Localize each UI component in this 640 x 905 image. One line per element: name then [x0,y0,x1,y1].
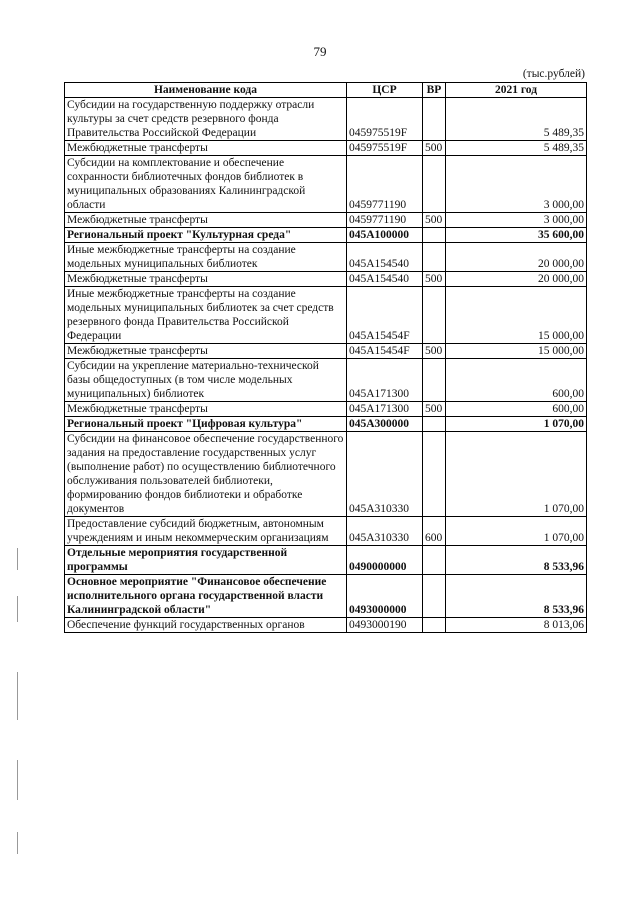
table-row [65,141,587,156]
table-row [65,272,587,287]
row-name-cell: Субсидии на комплектование и обеспечение сохранности библиотечных фондов библиотек в муниципальных образованиях Калининградской области [65,156,347,213]
row-sum-cell: 1 070,00 [446,417,587,432]
table-row [65,287,587,344]
row-csr-cell: 0493000190 [347,618,423,633]
row-name-cell: Региональный проект "Цифровая культура" [65,417,347,432]
row-csr-cell: 045А15454F [347,287,423,344]
table-row [65,575,587,618]
row-csr-cell: 045975519F [347,98,423,141]
row-name-cell: Межбюджетные трансферты [65,402,347,417]
row-name-cell: Региональный проект "Культурная среда" [65,228,347,243]
row-sum-cell: 600,00 [446,359,587,402]
margin-mark [17,672,18,720]
row-csr-cell: 045А100000 [347,228,423,243]
row-csr-cell: 045А300000 [347,417,423,432]
header-vr: ВР [423,83,446,98]
row-name-cell: Межбюджетные трансферты [65,344,347,359]
table-row [65,344,587,359]
header-name: Наименование кода [65,83,347,98]
row-csr-cell: 045А171300 [347,359,423,402]
row-csr-cell: 045А154540 [347,243,423,272]
row-sum-cell: 5 489,35 [446,98,587,141]
row-vr-cell: 500 [423,272,446,287]
row-sum-cell: 15 000,00 [446,287,587,344]
row-sum-cell: 20 000,00 [446,243,587,272]
table-row [65,228,587,243]
table-header-row [65,83,587,98]
row-sum-cell: 35 600,00 [446,228,587,243]
row-name-cell: Предоставление субсидий бюджетным, автономным учреждениям и иным некоммерческим организациям [65,517,347,546]
row-csr-cell: 045А154540 [347,272,423,287]
row-csr-cell: 045А310330 [347,517,423,546]
row-sum-cell: 20 000,00 [446,272,587,287]
row-sum-cell: 8 013,06 [446,618,587,633]
row-vr-cell [423,417,446,432]
table-row [65,156,587,213]
table-row [65,98,587,141]
header-year: 2021 год [446,83,587,98]
row-csr-cell: 0459771190 [347,156,423,213]
row-vr-cell: 500 [423,344,446,359]
row-csr-cell: 045975519F [347,141,423,156]
row-sum-cell: 5 489,35 [446,141,587,156]
row-vr-cell [423,98,446,141]
row-csr-cell: 0490000000 [347,546,423,575]
row-vr-cell [423,575,446,618]
table-body [65,98,587,633]
row-sum-cell: 8 533,96 [446,546,587,575]
row-vr-cell [423,156,446,213]
row-vr-cell [423,432,446,517]
table-row [65,618,587,633]
row-vr-cell: 500 [423,402,446,417]
row-vr-cell [423,228,446,243]
row-sum-cell: 600,00 [446,402,587,417]
row-name-cell: Иные межбюджетные трансферты на создание модельных муниципальных библиотек [65,243,347,272]
row-vr-cell [423,243,446,272]
table-row [65,546,587,575]
table-row [65,417,587,432]
row-sum-cell: 8 533,96 [446,575,587,618]
margin-mark [17,832,18,854]
row-name-cell: Обеспечение функций государственных органов [65,618,347,633]
margin-mark [17,760,18,800]
row-csr-cell: 045А171300 [347,402,423,417]
row-csr-cell: 045А310330 [347,432,423,517]
row-name-cell: Межбюджетные трансферты [65,141,347,156]
row-sum-cell: 15 000,00 [446,344,587,359]
row-name-cell: Основное мероприятие "Финансовое обеспечение исполнительного органа государственной власти Калининградской области" [65,575,347,618]
row-vr-cell: 500 [423,141,446,156]
header-csr: ЦСР [347,83,423,98]
table-row [65,359,587,402]
units-label: (тыс.рублей) [522,68,585,80]
row-csr-cell: 045А15454F [347,344,423,359]
row-sum-cell: 3 000,00 [446,213,587,228]
row-name-cell: Межбюджетные трансферты [65,213,347,228]
row-vr-cell [423,287,446,344]
row-name-cell: Отдельные мероприятия государственной программы [65,546,347,575]
table-row [65,402,587,417]
row-csr-cell: 0493000000 [347,575,423,618]
table-row [65,432,587,517]
margin-mark [17,596,18,622]
row-vr-cell: 600 [423,517,446,546]
margin-mark [17,548,18,570]
row-name-cell: Субсидии на финансовое обеспечение государственного задания на предоставление государственных услуг (выполнение работ) по осуществлению библиотечного обслуживания пользователей библиотеки, формированию фондов библиотеки и обработке документов [65,432,347,517]
page-number: 79 [313,44,327,59]
row-name-cell: Субсидии на государственную поддержку отрасли культуры за счет средств резервного фонда Правительства Российской Федерации [65,98,347,141]
row-name-cell: Субсидии на укрепление материально-технической базы общедоступных (в том числе модельных муниципальных) библиотек [65,359,347,402]
table-row [65,517,587,546]
row-vr-cell [423,546,446,575]
row-sum-cell: 1 070,00 [446,432,587,517]
row-sum-cell: 3 000,00 [446,156,587,213]
row-sum-cell: 1 070,00 [446,517,587,546]
row-vr-cell [423,359,446,402]
budget-table [64,82,587,633]
table-row [65,213,587,228]
row-vr-cell: 500 [423,213,446,228]
row-name-cell: Межбюджетные трансферты [65,272,347,287]
row-vr-cell [423,618,446,633]
table-row [65,243,587,272]
row-name-cell: Иные межбюджетные трансферты на создание модельных муниципальных библиотек за счет средств резервного фонда Правительства Российской Федерации [65,287,347,344]
row-csr-cell: 0459771190 [347,213,423,228]
